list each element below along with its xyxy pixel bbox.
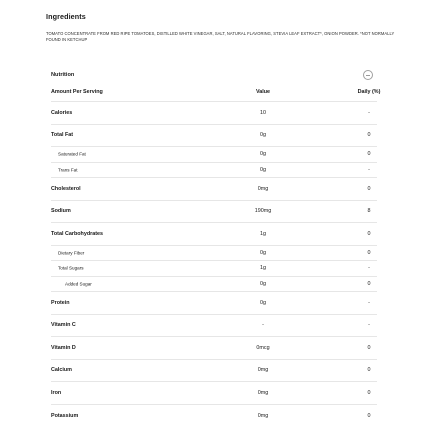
nutrient-daily: 0 bbox=[367, 249, 371, 256]
nutrient-value: 0g bbox=[260, 280, 266, 287]
nutrient-value: 0mg bbox=[257, 185, 269, 192]
ingredients-text: TOMATO CONCENTRATE FROM RED RIPE TOMATOES, DISTILLED WHITE VINEGAR, SALT, NATURAL FLAVORING, STEVIA LEAF EXTRACT*, ONION POWDER. *NOT NORMALLY FOUND IN KETCHUP bbox=[46, 31, 395, 42]
nutrient-daily: 0 bbox=[367, 389, 371, 396]
nutrient-daily: - bbox=[368, 322, 370, 329]
nutrient-daily: 0 bbox=[367, 280, 371, 287]
nutrient-value: 190mg bbox=[254, 208, 272, 215]
table-row bbox=[51, 261, 377, 277]
nutrient-value: 0mg bbox=[257, 389, 269, 396]
nutrition-header bbox=[51, 68, 377, 82]
nutrient-label: Total Carbohydrates bbox=[51, 230, 104, 237]
nutrient-label: Added Sugar bbox=[65, 281, 92, 287]
nutrient-daily: - bbox=[368, 166, 370, 173]
table-header-row bbox=[51, 82, 381, 102]
table-row bbox=[51, 382, 377, 405]
nutrient-label: Total Fat bbox=[51, 132, 74, 139]
table-row bbox=[51, 125, 377, 148]
nutrient-daily: 0 bbox=[367, 367, 371, 374]
nutrient-daily: 0 bbox=[367, 412, 371, 419]
nutrient-label: Dietary Fiber bbox=[58, 250, 85, 256]
nutrient-value: 0g bbox=[260, 299, 266, 306]
nutrient-daily: - bbox=[368, 299, 370, 306]
nutrient-daily: 0 bbox=[367, 185, 371, 192]
nutrient-label: Protein bbox=[51, 299, 70, 306]
nutrient-label: Trans Fat bbox=[58, 167, 78, 173]
nutrient-value: 1g bbox=[260, 230, 266, 237]
table-row bbox=[51, 163, 377, 179]
table-row bbox=[51, 246, 377, 262]
column-header-value: Value bbox=[255, 88, 271, 95]
table-row bbox=[51, 223, 377, 246]
nutrient-value: 0g bbox=[260, 132, 266, 139]
nutrient-label: Cholesterol bbox=[51, 185, 81, 192]
nutrient-daily: 0 bbox=[367, 344, 371, 351]
nutrient-value: 1g bbox=[260, 265, 266, 272]
table-row bbox=[51, 405, 377, 428]
nutrient-value: 0g bbox=[260, 151, 266, 158]
nutrient-label: Calcium bbox=[51, 367, 72, 374]
nutrient-value: 0mg bbox=[257, 367, 269, 374]
nutrient-label: Vitamin C bbox=[51, 322, 76, 329]
nutrient-daily: 0 bbox=[367, 132, 371, 139]
nutrient-daily: - bbox=[368, 265, 370, 272]
table-row bbox=[51, 292, 377, 315]
nutrient-value: 0mg bbox=[257, 412, 269, 419]
nutrition-title: Nutrition bbox=[51, 72, 75, 78]
nutrition-table bbox=[51, 68, 381, 427]
nutrient-daily: 0 bbox=[367, 151, 371, 158]
nutrient-value: 0mcg bbox=[256, 344, 270, 351]
nutrient-daily: 8 bbox=[367, 208, 371, 215]
nutrient-daily: - bbox=[368, 109, 370, 116]
nutrient-label: Sodium bbox=[51, 208, 71, 215]
nutrient-value: 0g bbox=[260, 166, 266, 173]
ingredients-section bbox=[46, 12, 396, 43]
table-row bbox=[51, 147, 377, 163]
table-row bbox=[51, 337, 377, 360]
table-row bbox=[51, 360, 377, 383]
nutrient-label: Vitamin D bbox=[51, 344, 76, 351]
minus-circle-icon[interactable] bbox=[363, 70, 373, 80]
ingredients-title: Ingredients bbox=[46, 12, 86, 21]
nutrient-value: 10 bbox=[260, 109, 266, 116]
nutrient-value: - bbox=[262, 322, 264, 329]
nutrient-label: Potassium bbox=[51, 412, 79, 419]
nutrient-value: 0g bbox=[260, 249, 266, 256]
nutrient-label: Total Sugars bbox=[58, 265, 84, 271]
table-row bbox=[51, 178, 377, 201]
column-header-daily: Daily (%) bbox=[357, 88, 381, 95]
table-row bbox=[51, 277, 377, 293]
table-row bbox=[51, 201, 377, 224]
nutrient-label: Calories bbox=[51, 109, 73, 116]
table-row bbox=[51, 315, 377, 338]
nutrient-label: Saturated Fat bbox=[58, 151, 86, 157]
nutrient-label: Iron bbox=[51, 389, 62, 396]
table-row bbox=[51, 102, 377, 125]
nutrient-daily: 0 bbox=[367, 230, 371, 237]
column-header-amount: Amount Per Serving bbox=[51, 88, 103, 95]
